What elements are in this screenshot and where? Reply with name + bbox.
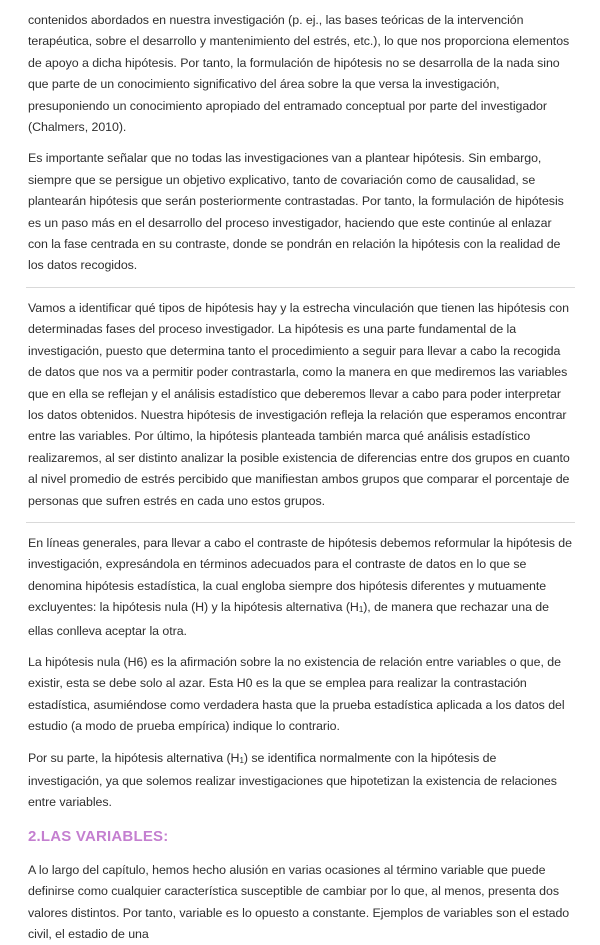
section-heading-variables: 2.LAS VARIABLES: bbox=[28, 827, 169, 845]
paragraph-hypothesis-importance: Es importante señalar que no todas las investigaciones van a plantear hipótesis. Sin embargo, siempre que se persigue un objetivo explicativo, tanto de covariación como de causalidad, se plantearán hipótesis que serán posteriormente contrastadas. Por tanto, la formulación de hipótesis es un paso más en el desarrollo del proceso investigador, haciendo que este continúe al enlazar con la fase centrada en su contraste, donde se pondrán en relación la hipótesis con la realidad de los datos recogidos. bbox=[28, 151, 564, 273]
paragraph-null-hypothesis: La hipótesis nula (H6) es la afirmación sobre la no existencia de relación entre variables o que, de existir, esta se debe solo al azar. Esta H0 es la que se emplea para realizar la contrastación estadística, asumiéndose como verdadera hasta que la prueba estadística aplicada a los datos del estudio (a modo de prueba empírica) indique lo contrario. bbox=[28, 654, 565, 734]
paragraph-statistical-hypothesis: En líneas generales, para llevar a cabo el contraste de hipótesis debemos reformular la hipótesis de investigación, expresándola en términos adecuados para el contraste de datos en lo que se denomina hipótesis estadística, la cual engloba siempre dos hipótesis diferentes y mutuamente excluyentes: la hipótesis nula (H) y la hipótesis alternativa (H1), de manera que rechazar una de ellas conlleva aceptar la otra. bbox=[28, 535, 572, 638]
paragraph-hypothesis-types: Vamos a identificar qué tipos de hipótesis hay y la estrecha vinculación que tienen las hipótesis con determinadas fases del proceso investigador. La hipótesis es una parte fundamental de la investigación, puesto que determina tanto el procedimiento a seguir para llevar a cabo la recogida de datos que nos va a permitir poder contrastarla, como la manera en que mediremos las variables que en ella se reflejan y el análisis estadístico que deberemos llevar a cabo para poder interpretar los datos obtenidos. Nuestra hipótesis de investigación refleja la relación que esperamos encontrar entre las variables. Por último, la hipótesis planteada también marca qué análisis estadístico realizaremos, al ser distinto analizar la posible existencia de diferencias entre dos grupos en cuanto al nivel promedio de estrés percibido que manifiestan ambos grupos que comparar el porcentaje de personas que sufren estrés en cada uno estos grupos. bbox=[28, 300, 570, 508]
subscript: 1 bbox=[239, 755, 244, 765]
document-page bbox=[28, 10, 573, 945]
subscript: 1 bbox=[358, 605, 364, 615]
paragraph-alternative-hypothesis: Por su parte, la hipótesis alternativa (H1) se identifica normalmente con la hipótesis de investigación, ya que solemos realizar investigaciones que hipotetizan la existencia de relaciones entre variables. bbox=[28, 750, 557, 810]
paragraph-hypothesis-basis: contenidos abordados en nuestra investigación (p. ej., las bases teóricas de la intervención terapéutica, sobre el desarrollo y mantenimiento del estrés, etc.), lo que nos proporciona elementos de apoyo a dicha hipótesis. Por tanto, la formulación de hipótesis no se desarrolla de la nada sino que parte de un conocimiento significativo del área sobre la que versa la investigación, presuponiendo un conocimiento apropiado del entramado conceptual por parte del investigador (Chalmers, 2010). bbox=[28, 13, 570, 135]
paragraph-variables-definition: A lo largo del capítulo, hemos hecho alusión en varias ocasiones al término variable que puede definirse como cualquier característica susceptible de cambiar por lo que, al menos, presenta dos valores distintos. Por tanto, variable es lo opuesto a constante. Ejemplos de variables son el estado civil, el estadio de una bbox=[28, 862, 570, 942]
